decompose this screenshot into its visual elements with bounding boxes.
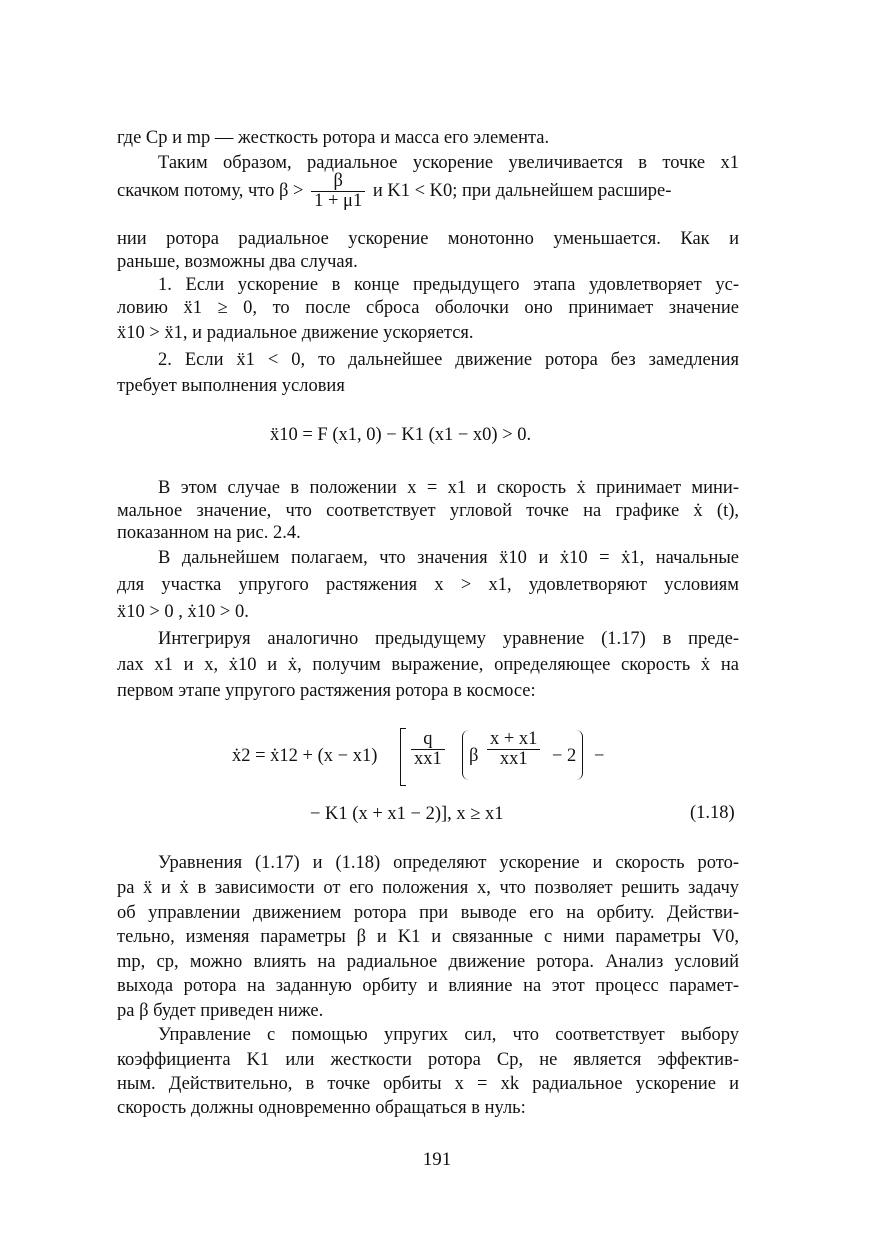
text-line: Интегрируя аналогично предыдущему уравнение (1.17) в преде-: [158, 629, 739, 649]
text-line: ẍ10 > ẍ1, и радиальное движение ускоряется.: [117, 323, 474, 343]
text-line: раньше, возможны два случая.: [117, 252, 358, 272]
text-line: нии ротора радиальное ускорение монотонно уменьшается. Как и: [117, 229, 739, 249]
text-line: об управлении движением ротора при выводе его на орбиту. Действи-: [117, 903, 739, 923]
fraction-numerator: x + x1: [487, 730, 540, 750]
text-line: 2. Если ẍ1 < 0, то дальнейшее движение ротора без замедления: [158, 350, 739, 370]
trailing-minus: −: [594, 746, 605, 766]
equation-lhs: ẋ2 = ẋ12 + (x − x1): [232, 746, 378, 766]
text-line: В этом случае в положении x = x1 и скорость ẋ принимает мини-: [158, 478, 739, 498]
text-line: лах x1 и x, ẋ10 и ẋ, получим выражение, определяющее скорость ẋ на: [117, 655, 739, 675]
text-line: ным. Действительно, в точке орбиты x = xk радиальное ускорение и: [117, 1074, 739, 1094]
text-line: скорость должны одновременно обращаться в нуль:: [117, 1098, 526, 1118]
text-line: ра β будет приведен ниже.: [117, 1001, 324, 1021]
fraction-denominator: xx1: [414, 749, 442, 769]
fraction-q-over-xx1: [411, 730, 445, 769]
fraction-x-plus-x1-over-xx1: [487, 730, 540, 769]
text-line: ẍ10 > 0 , ẋ10 > 0.: [117, 602, 249, 622]
text-line: Таким образом, радиальное ускорение увеличивается в точке x1: [158, 153, 739, 173]
text-line: показанном на рис. 2.4.: [117, 523, 301, 543]
text-line: ловию ẍ1 ≥ 0, то после сброса оболочки оно принимает значение: [117, 298, 739, 318]
text-fragment: и K1 < K0; при дальнейшем расшире-: [372, 180, 672, 201]
fraction-denominator: xx1: [499, 749, 528, 769]
equation-number: (1.18): [690, 803, 735, 823]
left-paren: [462, 730, 469, 780]
text-line: где Cр и mр — жесткость ротора и масса его элемента.: [117, 128, 550, 148]
equation: ẍ10 = F (x1, 0) − K1 (x1 − x0) > 0.: [270, 425, 532, 445]
text-line: первом этапе упругого растяжения ротора в космосе:: [117, 681, 536, 701]
minus-two: − 2: [552, 746, 577, 766]
text-line-with-fraction: [117, 172, 739, 211]
fraction-numerator: q: [411, 730, 445, 750]
text-line: для участка упругого растяжения x > x1, удовлетворяют условиям: [117, 575, 739, 595]
text-line: мальное значение, что соответствует угловой точке на графике ẋ (t),: [117, 501, 739, 521]
fraction: [408, 730, 448, 769]
text-line: Уравнения (1.17) и (1.18) определяют ускорение и скорость рото-: [158, 853, 739, 873]
equation-line-2: − K1 (x + x1 − 2)], x ≥ x1: [310, 804, 504, 824]
text-line: выхода ротора на заданную орбиту и влияние на этот процесс парамет-: [117, 976, 739, 996]
fraction: [484, 730, 543, 769]
page-number: 191: [422, 1149, 452, 1170]
text-line: ра ẍ и ẋ в зависимости от его положения x, что позволяет решить задачу: [117, 878, 739, 898]
text-line: тельно, изменяя параметры β и K1 и связанные с ними параметры V0,: [117, 927, 739, 947]
text-line: Управление с помощью упругих сил, что соответствует выбору: [158, 1025, 739, 1045]
fraction-denominator: 1 + μ1: [314, 191, 363, 211]
text-line: 1. Если ускорение в конце предыдущего этапа удовлетворяет ус-: [158, 275, 739, 295]
left-bracket: [400, 728, 406, 786]
fraction-numerator: β: [311, 172, 365, 192]
right-paren: [576, 730, 583, 780]
fraction: [311, 172, 365, 211]
text-line: коэффициента K1 или жесткости ротора Cр, не является эффектив-: [117, 1050, 739, 1070]
beta-symbol: β: [469, 746, 479, 766]
text-line: В дальнейшем полагаем, что значения ẍ10 и ẋ10 = ẋ1, начальные: [158, 548, 739, 568]
text-fragment: скачком потому, что β >: [117, 180, 304, 201]
text-line: mр, cр, можно влиять на радиальное движение ротора. Анализ условий: [117, 952, 739, 972]
text-line: требует выполнения условия: [117, 376, 345, 396]
